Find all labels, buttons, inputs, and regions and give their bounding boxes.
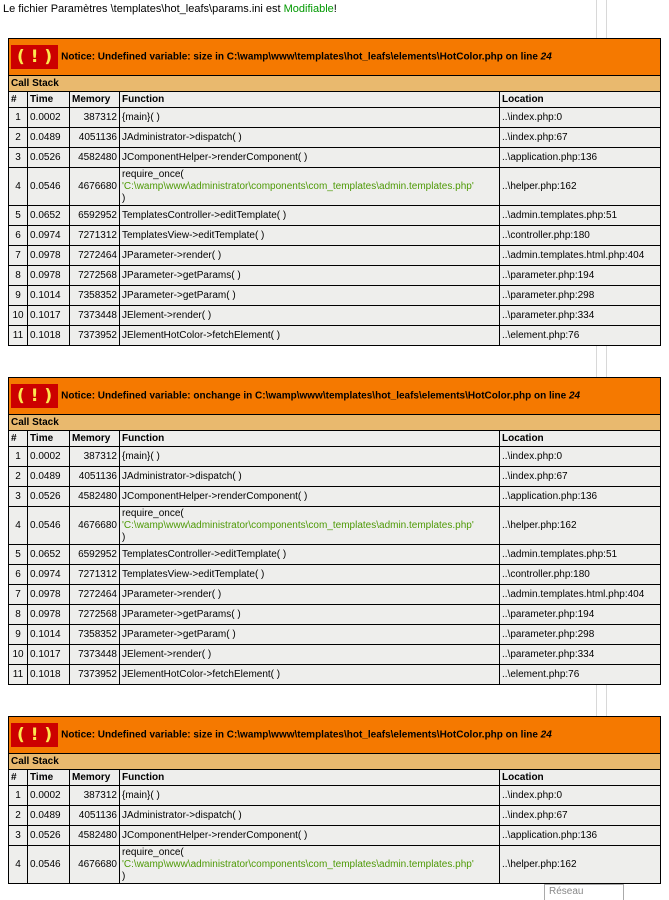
frame-location: ..\admin.templates.php:51 [500,545,661,565]
frame-number: 1 [9,447,28,467]
frame-location: ..\index.php:67 [500,467,661,487]
table-row [9,806,661,826]
warning-icon: ( ! ) [11,723,58,747]
frame-time: 0.0652 [28,545,70,565]
col-header-function: Function [120,770,500,786]
frame-memory: 4582480 [70,148,120,168]
frame-memory: 387312 [70,108,120,128]
frame-number: 4 [9,168,28,206]
frame-location: ..\helper.php:162 [500,507,661,545]
frame-time: 0.0526 [28,826,70,846]
frame-function [120,846,500,884]
frame-location: ..\parameter.php:194 [500,266,661,286]
frame-location: ..\controller.php:180 [500,565,661,585]
frame-location: ..\controller.php:180 [500,226,661,246]
frame-location: ..\application.php:136 [500,148,661,168]
frame-memory: 7272568 [70,605,120,625]
warning-icon: ( ! ) [11,384,58,408]
frame-location: ..\index.php:0 [500,786,661,806]
xdebug-notice-table [8,38,661,346]
frame-number: 6 [9,565,28,585]
frame-memory: 6592952 [70,545,120,565]
table-row [9,665,661,685]
frame-time: 0.0546 [28,507,70,545]
frame-memory: 4051136 [70,128,120,148]
function-call: JAdministrator->dispatch( ) [122,810,242,821]
frame-function [120,605,500,625]
function-call: JElementHotColor->fetchElement( ) [122,330,281,341]
function-call: require_once( [122,168,184,180]
function-call-end: ) [122,192,126,204]
frame-function [120,665,500,685]
table-row [9,128,661,148]
frame-function [120,306,500,326]
frame-time: 0.0546 [28,168,70,206]
function-call: require_once( [122,507,184,519]
frame-memory: 7271312 [70,565,120,585]
frame-time: 0.0526 [28,148,70,168]
frame-number: 8 [9,266,28,286]
frame-number: 4 [9,846,28,884]
col-header-num: # [9,92,28,108]
table-row [9,487,661,507]
call-stack-header [9,415,661,431]
frame-number: 11 [9,326,28,346]
function-call: JComponentHelper->renderComponent( ) [122,491,308,502]
call-stack-header [9,76,661,92]
frame-memory: 4676680 [70,168,120,206]
notice-header [9,717,661,754]
frame-function [120,246,500,266]
table-row [9,846,661,884]
function-call: TemplatesController->editTemplate( ) [122,549,287,560]
col-header-location: Location [500,431,661,447]
col-header-time: Time [28,92,70,108]
frame-number: 3 [9,826,28,846]
intro-suffix: ! [333,3,337,15]
frame-time: 0.0978 [28,605,70,625]
function-call-end: ) [122,531,126,543]
function-arg-path: 'C:\wamp\www\administrator\components\com_templates\admin.templates.php' [122,858,474,870]
function-call: TemplatesView->editTemplate( ) [122,569,265,580]
table-row [9,168,661,206]
frame-number: 7 [9,246,28,266]
intro-message [3,3,337,15]
frame-location: ..\index.php:0 [500,447,661,467]
col-header-num: # [9,770,28,786]
table-row [9,645,661,665]
frame-memory: 7272568 [70,266,120,286]
frame-number: 7 [9,585,28,605]
frame-memory: 387312 [70,447,120,467]
function-arg-path: 'C:\wamp\www\administrator\components\com_templates\admin.templates.php' [122,519,474,531]
call-stack-label: Call Stack [9,76,661,92]
frame-time: 0.0978 [28,246,70,266]
frame-time: 0.0002 [28,786,70,806]
frame-function [120,487,500,507]
column-headers [9,92,661,108]
frame-number: 4 [9,507,28,545]
frame-function [120,286,500,306]
frame-location: ..\element.php:76 [500,665,661,685]
frame-function [120,645,500,665]
notice-text: Notice: Undefined variable: size in C:\wamp\www\templates\hot_leafs\elements\HotColor.php on line [61,51,541,63]
table-row [9,585,661,605]
notice-message [61,52,552,63]
frame-number: 6 [9,226,28,246]
col-header-memory: Memory [70,92,120,108]
function-call: require_once( [122,846,184,858]
frame-memory: 7373448 [70,645,120,665]
table-row [9,266,661,286]
col-header-function: Function [120,92,500,108]
frame-memory: 7358352 [70,286,120,306]
frame-time: 0.1017 [28,306,70,326]
col-header-time: Time [28,431,70,447]
frame-function [120,108,500,128]
frame-time: 0.1014 [28,286,70,306]
col-header-location: Location [500,770,661,786]
frame-time: 0.0002 [28,108,70,128]
frame-function [120,545,500,565]
function-call: JComponentHelper->renderComponent( ) [122,152,308,163]
frame-time: 0.0489 [28,128,70,148]
frame-number: 10 [9,645,28,665]
table-row [9,108,661,128]
intro-status: Modifiable [283,3,334,15]
frame-memory: 4582480 [70,826,120,846]
function-arg-path: 'C:\wamp\www\administrator\components\com_templates\admin.templates.php' [122,180,474,192]
frame-function [120,625,500,645]
frame-memory: 4582480 [70,487,120,507]
table-row [9,625,661,645]
frame-number: 1 [9,108,28,128]
frame-location: ..\element.php:76 [500,326,661,346]
frame-time: 0.0978 [28,585,70,605]
frame-number: 8 [9,605,28,625]
table-row [9,786,661,806]
function-call: JElement->render( ) [122,649,212,660]
frame-memory: 7272464 [70,246,120,266]
notice-message [61,730,552,741]
frame-function [120,168,500,206]
table-row [9,286,661,306]
warning-icon: ( ! ) [11,45,58,69]
frame-time: 0.0978 [28,266,70,286]
frame-memory: 7272464 [70,585,120,605]
frame-time: 0.0526 [28,487,70,507]
notice-header [9,39,661,76]
frame-number: 3 [9,148,28,168]
table-row [9,467,661,487]
frame-location: ..\admin.templates.html.php:404 [500,246,661,266]
intro-text: Le fichier Paramètres \templates\hot_leafs\params.ini est [3,3,284,15]
function-call: JComponentHelper->renderComponent( ) [122,830,308,841]
frame-number: 11 [9,665,28,685]
frame-number: 10 [9,306,28,326]
frame-time: 0.0974 [28,226,70,246]
frame-time: 0.0489 [28,467,70,487]
col-header-memory: Memory [70,431,120,447]
function-call: JParameter->render( ) [122,589,222,600]
call-stack-label: Call Stack [9,754,661,770]
table-row [9,306,661,326]
notice-header [9,378,661,415]
frame-number: 3 [9,487,28,507]
frame-time: 0.0652 [28,206,70,226]
frame-location: ..\parameter.php:334 [500,306,661,326]
frame-location: ..\helper.php:162 [500,168,661,206]
table-row [9,226,661,246]
frame-time: 0.1018 [28,326,70,346]
frame-location: ..\admin.templates.php:51 [500,206,661,226]
frame-number: 9 [9,625,28,645]
frame-number: 2 [9,467,28,487]
frame-number: 2 [9,128,28,148]
frame-function [120,467,500,487]
frame-memory: 387312 [70,786,120,806]
frame-function [120,565,500,585]
column-headers [9,770,661,786]
function-call: TemplatesController->editTemplate( ) [122,210,287,221]
function-call: JParameter->getParam( ) [122,629,236,640]
notice-line: 24 [569,390,581,402]
frame-location: ..\parameter.php:194 [500,605,661,625]
frame-location: ..\application.php:136 [500,487,661,507]
frame-time: 0.0002 [28,447,70,467]
col-header-num: # [9,431,28,447]
xdebug-notice-table [8,377,661,685]
frame-number: 5 [9,206,28,226]
frame-location: ..\parameter.php:298 [500,625,661,645]
frame-memory: 6592952 [70,206,120,226]
function-call: JParameter->getParams( ) [122,609,241,620]
col-header-time: Time [28,770,70,786]
xdebug-notice-table [8,716,661,884]
function-call: {main}( ) [122,112,160,123]
function-call: {main}( ) [122,790,160,801]
frame-function [120,266,500,286]
col-header-memory: Memory [70,770,120,786]
frame-number: 5 [9,545,28,565]
frame-location: ..\helper.php:162 [500,846,661,884]
table-row [9,326,661,346]
table-row [9,246,661,266]
frame-location: ..\index.php:67 [500,806,661,826]
frame-memory: 7373952 [70,326,120,346]
frame-memory: 7373448 [70,306,120,326]
frame-location: ..\admin.templates.html.php:404 [500,585,661,605]
frame-function [120,148,500,168]
frame-time: 0.0546 [28,846,70,884]
notice-message [61,391,580,402]
table-row [9,206,661,226]
frame-time: 0.1018 [28,665,70,685]
function-call: JAdministrator->dispatch( ) [122,132,242,143]
function-call: JAdministrator->dispatch( ) [122,471,242,482]
frame-memory: 7358352 [70,625,120,645]
table-row [9,605,661,625]
frame-number: 2 [9,806,28,826]
frame-location: ..\parameter.php:298 [500,286,661,306]
column-headers [9,431,661,447]
function-call: {main}( ) [122,451,160,462]
frame-function [120,786,500,806]
call-stack-header [9,754,661,770]
frame-time: 0.0489 [28,806,70,826]
frame-memory: 4051136 [70,806,120,826]
function-call: JElement->render( ) [122,310,212,321]
frame-location: ..\index.php:67 [500,128,661,148]
table-row [9,826,661,846]
network-tooltip: Réseau [544,884,624,900]
frame-location: ..\parameter.php:334 [500,645,661,665]
frame-memory: 7373952 [70,665,120,685]
col-header-location: Location [500,92,661,108]
notice-text: Notice: Undefined variable: onchange in C:\wamp\www\templates\hot_leafs\elements\HotColor.php on line [61,390,569,402]
notice-line: 24 [540,51,552,63]
frame-number: 1 [9,786,28,806]
frame-time: 0.1017 [28,645,70,665]
function-call: JParameter->getParams( ) [122,270,241,281]
notice-line: 24 [540,729,552,741]
frame-function [120,326,500,346]
table-row [9,565,661,585]
frame-function [120,507,500,545]
frame-memory: 4676680 [70,507,120,545]
table-row [9,148,661,168]
frame-function [120,128,500,148]
frame-function [120,226,500,246]
table-row [9,447,661,467]
frame-function [120,806,500,826]
function-call: JParameter->render( ) [122,250,222,261]
function-call-end: ) [122,870,126,882]
function-call: JParameter->getParam( ) [122,290,236,301]
table-row [9,545,661,565]
frame-time: 0.1014 [28,625,70,645]
function-call: JElementHotColor->fetchElement( ) [122,669,281,680]
frame-function [120,447,500,467]
frame-memory: 4051136 [70,467,120,487]
frame-function [120,585,500,605]
call-stack-label: Call Stack [9,415,661,431]
function-call: TemplatesView->editTemplate( ) [122,230,265,241]
frame-function [120,206,500,226]
frame-function [120,826,500,846]
notice-text: Notice: Undefined variable: size in C:\wamp\www\templates\hot_leafs\elements\HotColor.php on line [61,729,541,741]
col-header-function: Function [120,431,500,447]
frame-time: 0.0974 [28,565,70,585]
frame-location: ..\application.php:136 [500,826,661,846]
frame-memory: 7271312 [70,226,120,246]
frame-number: 9 [9,286,28,306]
frame-location: ..\index.php:0 [500,108,661,128]
table-row [9,507,661,545]
frame-memory: 4676680 [70,846,120,884]
